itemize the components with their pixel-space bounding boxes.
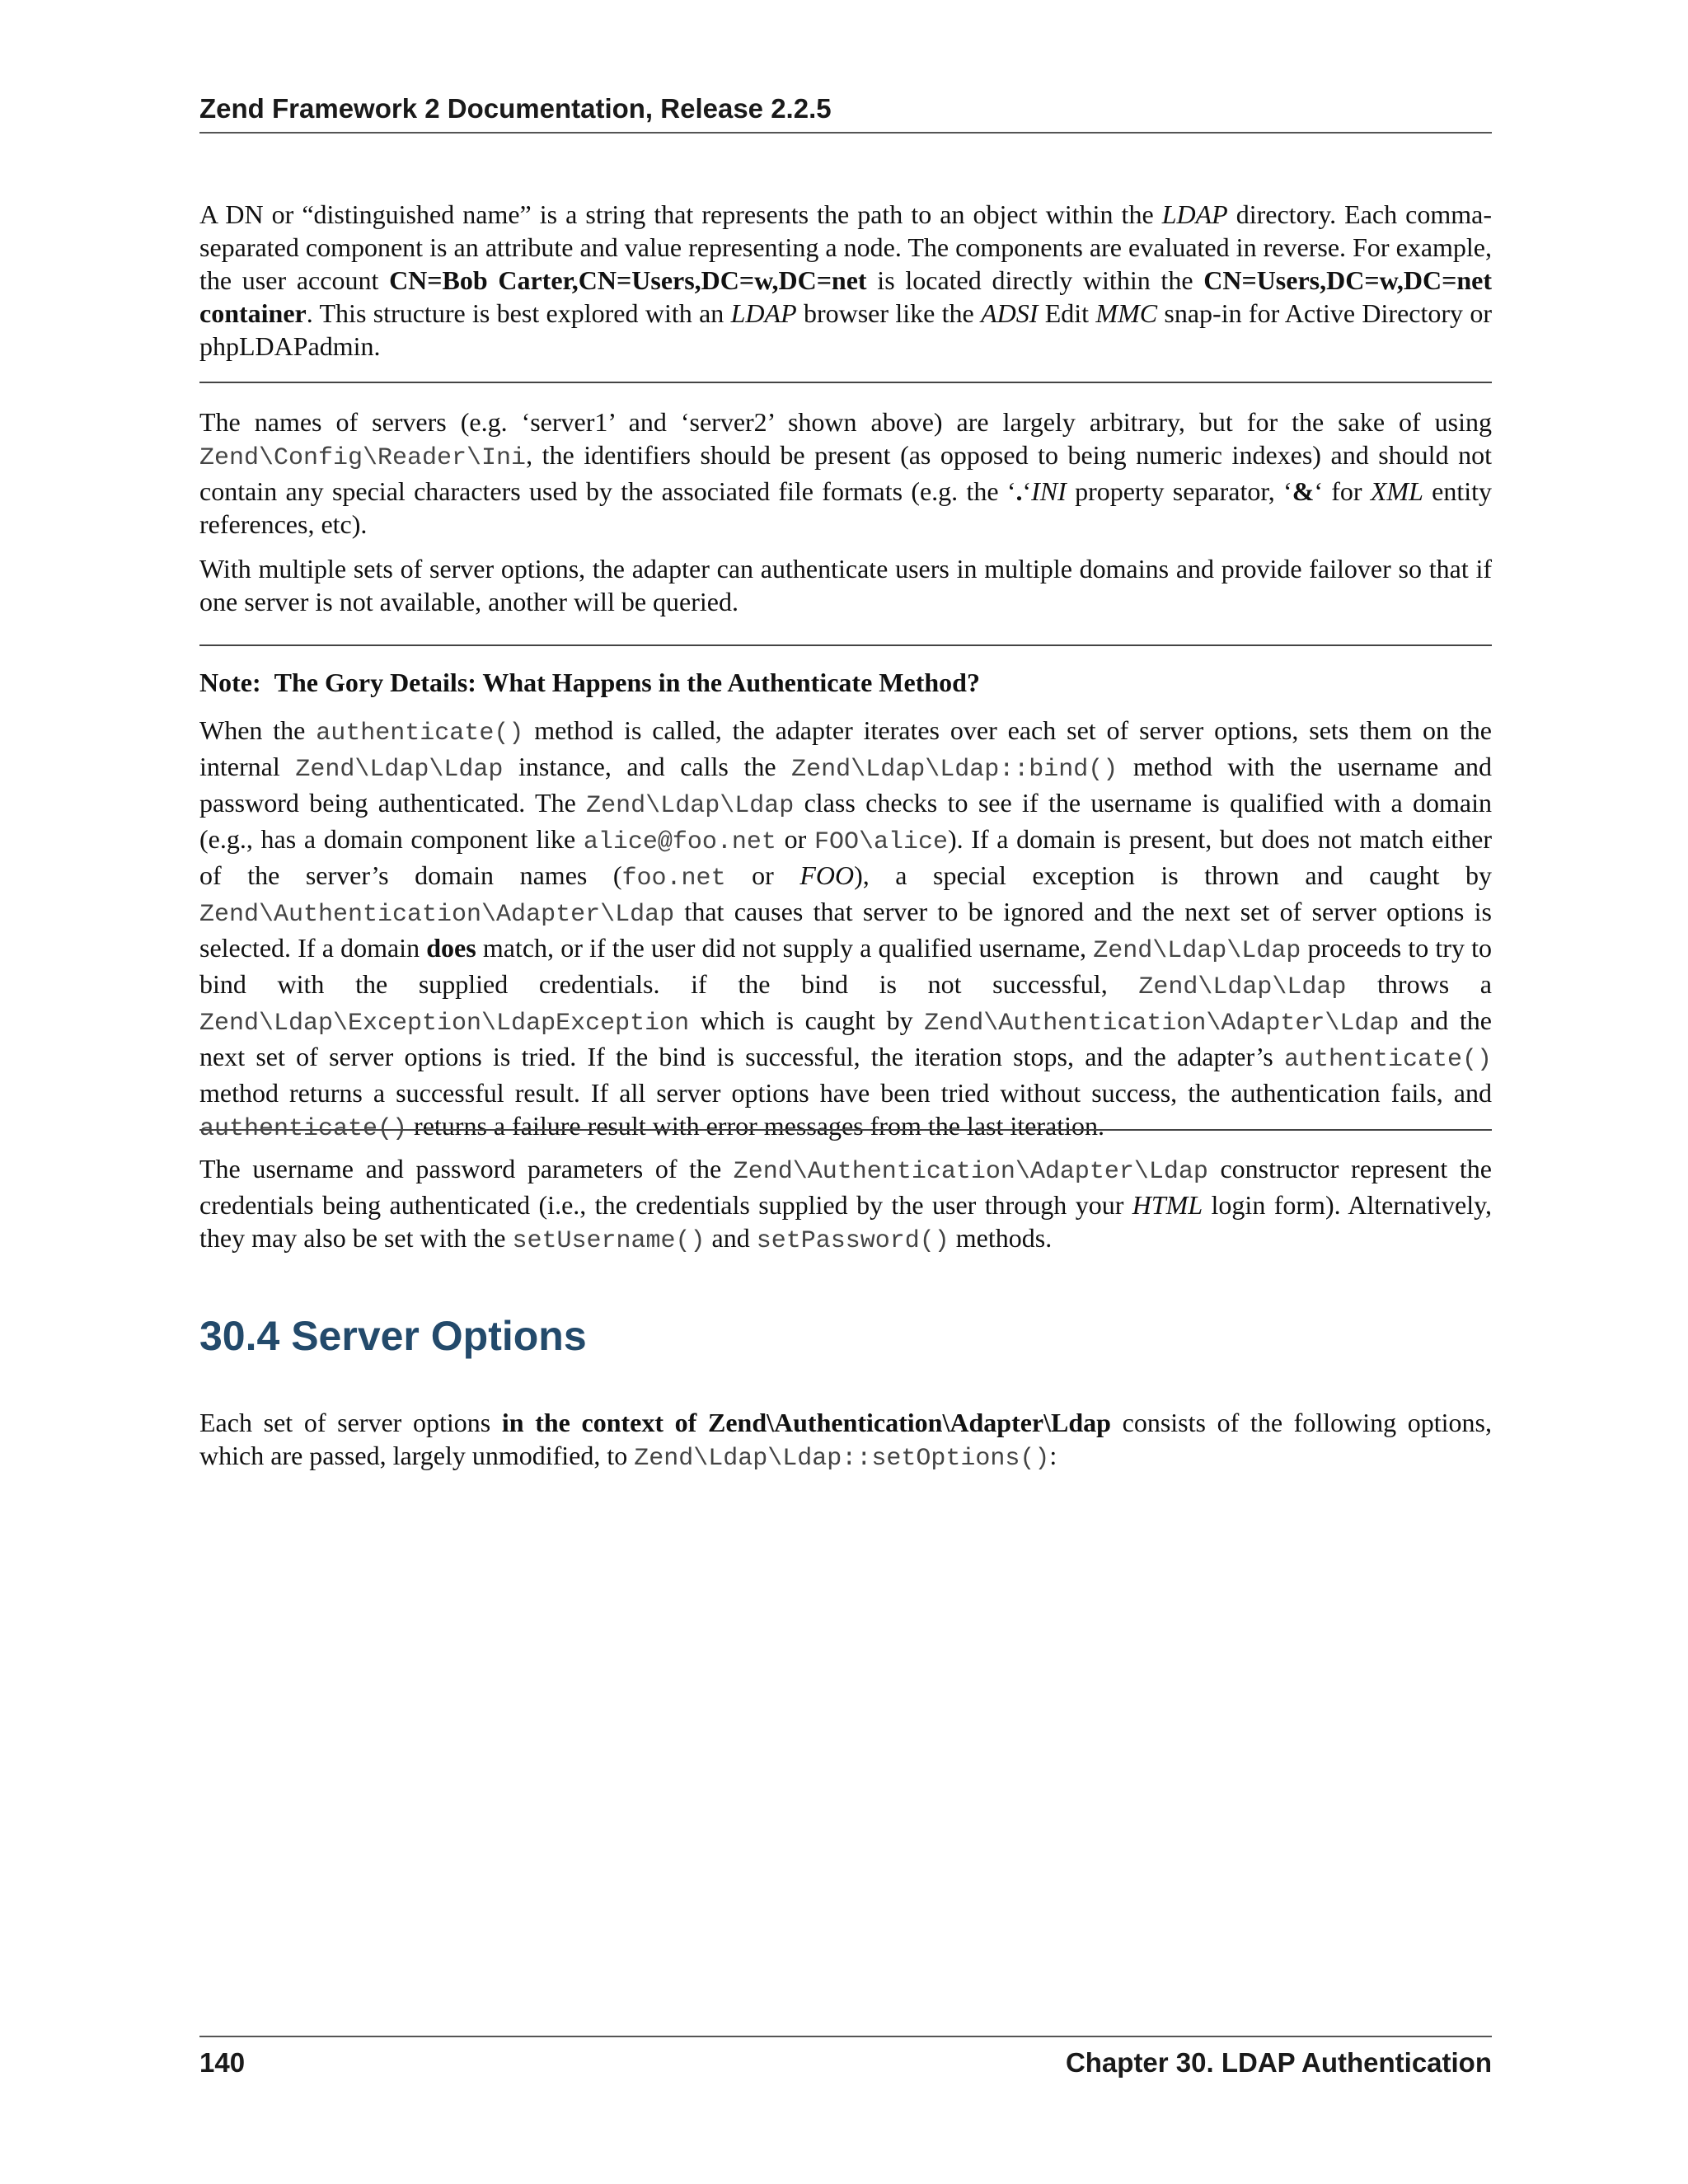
inline-code: Zend\Authentication\Adapter\Ldap	[733, 1158, 1208, 1186]
inline-code: authenticate()	[199, 1115, 408, 1143]
text-run: . This structure is best explored with an	[306, 298, 731, 328]
text-run: or	[776, 824, 814, 854]
text-run: ‘ for	[1314, 476, 1371, 506]
text-run: returns a failure result with error messages from the last iteration.	[407, 1111, 1104, 1141]
bold-term: &	[1292, 476, 1315, 506]
text-run: :	[1049, 1441, 1057, 1470]
italic-term: INI	[1031, 476, 1067, 506]
text-run: property separator, ‘	[1066, 476, 1292, 506]
text-run: Each set of server options	[199, 1408, 502, 1437]
inline-code: foo.net	[621, 865, 726, 893]
text-run: ). If a domain is present, but does not match either of the server’s domain names (	[199, 824, 1493, 890]
chapter-title: Chapter 30. LDAP Authentication	[1065, 2047, 1492, 2078]
note-body	[199, 714, 1492, 1146]
text-run: login form). Alternatively, they may also be set with the	[199, 1190, 1493, 1253]
inline-code: Zend\Ldap\Ldap	[1093, 937, 1301, 965]
note-heading	[199, 666, 1492, 699]
text-run: match, or if the user did not supply a qualified username,	[476, 933, 1094, 963]
text-run: class checks to see if the username is qualified with a domain (e.g., has a domain component like	[199, 788, 1492, 854]
bold-term: CN=Bob Carter,CN=Users,DC=w,DC=net	[389, 265, 867, 295]
inline-code: setUsername()	[512, 1227, 706, 1255]
text-run: method returns a successful result. If all server options have been tried without success, the authentication fails, and	[199, 1078, 1492, 1108]
inline-code: Zend\Authentication\Adapter\Ldap	[199, 901, 675, 929]
italic-term: LDAP	[730, 298, 797, 328]
text-run: and	[705, 1223, 757, 1253]
text-run: snap-in for Active Directory or phpLDAPadmin.	[199, 298, 1493, 361]
text-run: that causes that server to be ignored and the next set of server options is selected. If a domain	[199, 897, 1492, 963]
text-run: and the next set of server options is tried. If the bind is successful, the iteration stops, and the adapter’s	[199, 1005, 1493, 1071]
text-run: throws a	[1346, 969, 1493, 999]
bold-term: .	[1015, 476, 1023, 506]
text-run: method is called, the adapter iterates over each set of server options, sets them on the internal	[199, 715, 1493, 781]
text-run: method with the username and password being authenticated. The	[199, 752, 1493, 818]
text-run: is located directly within the	[866, 265, 1204, 295]
text-run: The username and password parameters of the	[199, 1154, 734, 1183]
inline-code: setPassword()	[756, 1227, 950, 1255]
paragraph-dn-explanation	[199, 198, 1492, 363]
italic-term: FOO	[799, 860, 855, 890]
inline-code: authenticate()	[316, 719, 524, 748]
inline-code: Zend\Ldap\Ldap	[1138, 973, 1347, 1001]
text-run: which is caught by	[689, 1005, 925, 1035]
note-label: Note:	[199, 668, 261, 697]
horizontal-rule	[199, 644, 1492, 646]
paragraph-failover: With multiple sets of server options, the adapter can authenticate users in multiple domains and provide failover so that if one server is not available, another will be queried.	[199, 554, 1492, 616]
horizontal-rule	[199, 382, 1492, 383]
running-header: Zend Framework 2 Documentation, Release 2.2.5	[199, 92, 1492, 134]
text-run: Edit	[1038, 298, 1096, 328]
inline-code: Zend\Ldap\Exception\LdapException	[199, 1010, 690, 1038]
text-run: , the identifiers should be present (as opposed to being numeric indexes) and should not contain any special characters used by the associated file formats (e.g. the ‘	[199, 440, 1492, 506]
text-run: proceeds to try to bind with the supplied credentials. if the bind is not successful,	[199, 933, 1492, 999]
paragraph-server-options	[199, 1406, 1492, 1475]
text-run: When the	[199, 715, 316, 745]
inline-code: Zend\Ldap\Ldap::bind()	[791, 756, 1118, 784]
bold-term: CN=Users,DC=w,DC=net container	[199, 265, 1493, 328]
inline-code: alice@foo.net	[583, 828, 776, 856]
text-run: methods.	[949, 1223, 1053, 1253]
paragraph-server-names	[199, 405, 1492, 541]
bold-term: in the context of Zend\Authentication\Adapter\Ldap	[501, 1408, 1111, 1437]
text-run: entity references, etc).	[199, 476, 1493, 539]
page-number: 140	[199, 2047, 246, 2078]
section-heading: 30.4 Server Options	[199, 1313, 587, 1359]
text-run: A DN or “distinguished name” is a string that represents the path to an object within the	[199, 199, 1162, 229]
inline-code: Zend\Authentication\Adapter\Ldap	[924, 1010, 1400, 1038]
horizontal-rule	[199, 1129, 1492, 1131]
text-run: ), a special exception is thrown and caught by	[854, 860, 1493, 890]
inline-code: Zend\Ldap\Ldap::setOptions()	[634, 1445, 1050, 1473]
inline-code: Zend\Ldap\Ldap	[586, 792, 795, 820]
inline-code: authenticate()	[1283, 1046, 1492, 1074]
inline-code: Zend\Config\Reader\Ini	[199, 444, 527, 472]
italic-term: XML	[1370, 476, 1423, 506]
italic-term: LDAP	[1161, 199, 1228, 229]
text-run: ‘	[1022, 476, 1032, 506]
paragraph-username-password	[199, 1152, 1492, 1258]
italic-term: HTML	[1132, 1190, 1203, 1220]
text-run: or	[725, 860, 800, 890]
text-run: The names of servers (e.g. ‘server1’ and ‘server2’ shown above) are largely arbitrary, but for the sake of using	[199, 407, 1492, 437]
inline-code: Zend\Ldap\Ldap	[295, 756, 504, 784]
italic-term: MMC	[1095, 298, 1158, 328]
text-run: directory. Each comma-separated component is an attribute and value representing a node. The components are evaluated in reverse. For example, the user account	[199, 199, 1493, 295]
text-run: browser like the	[796, 298, 982, 328]
bold-term: does	[426, 933, 476, 963]
text-run: consists of the following options, which are passed, largely unmodified, to	[199, 1408, 1492, 1470]
page-footer	[199, 2036, 1492, 2079]
inline-code: FOO\alice	[814, 828, 948, 856]
text-run: instance, and calls the	[503, 752, 792, 781]
note-title: The Gory Details: What Happens in the Authenticate Method?	[274, 668, 980, 697]
text-run: constructor represent the credentials being authenticated (i.e., the credentials supplied by the user through your	[199, 1154, 1493, 1220]
italic-term: ADSI	[981, 298, 1039, 328]
